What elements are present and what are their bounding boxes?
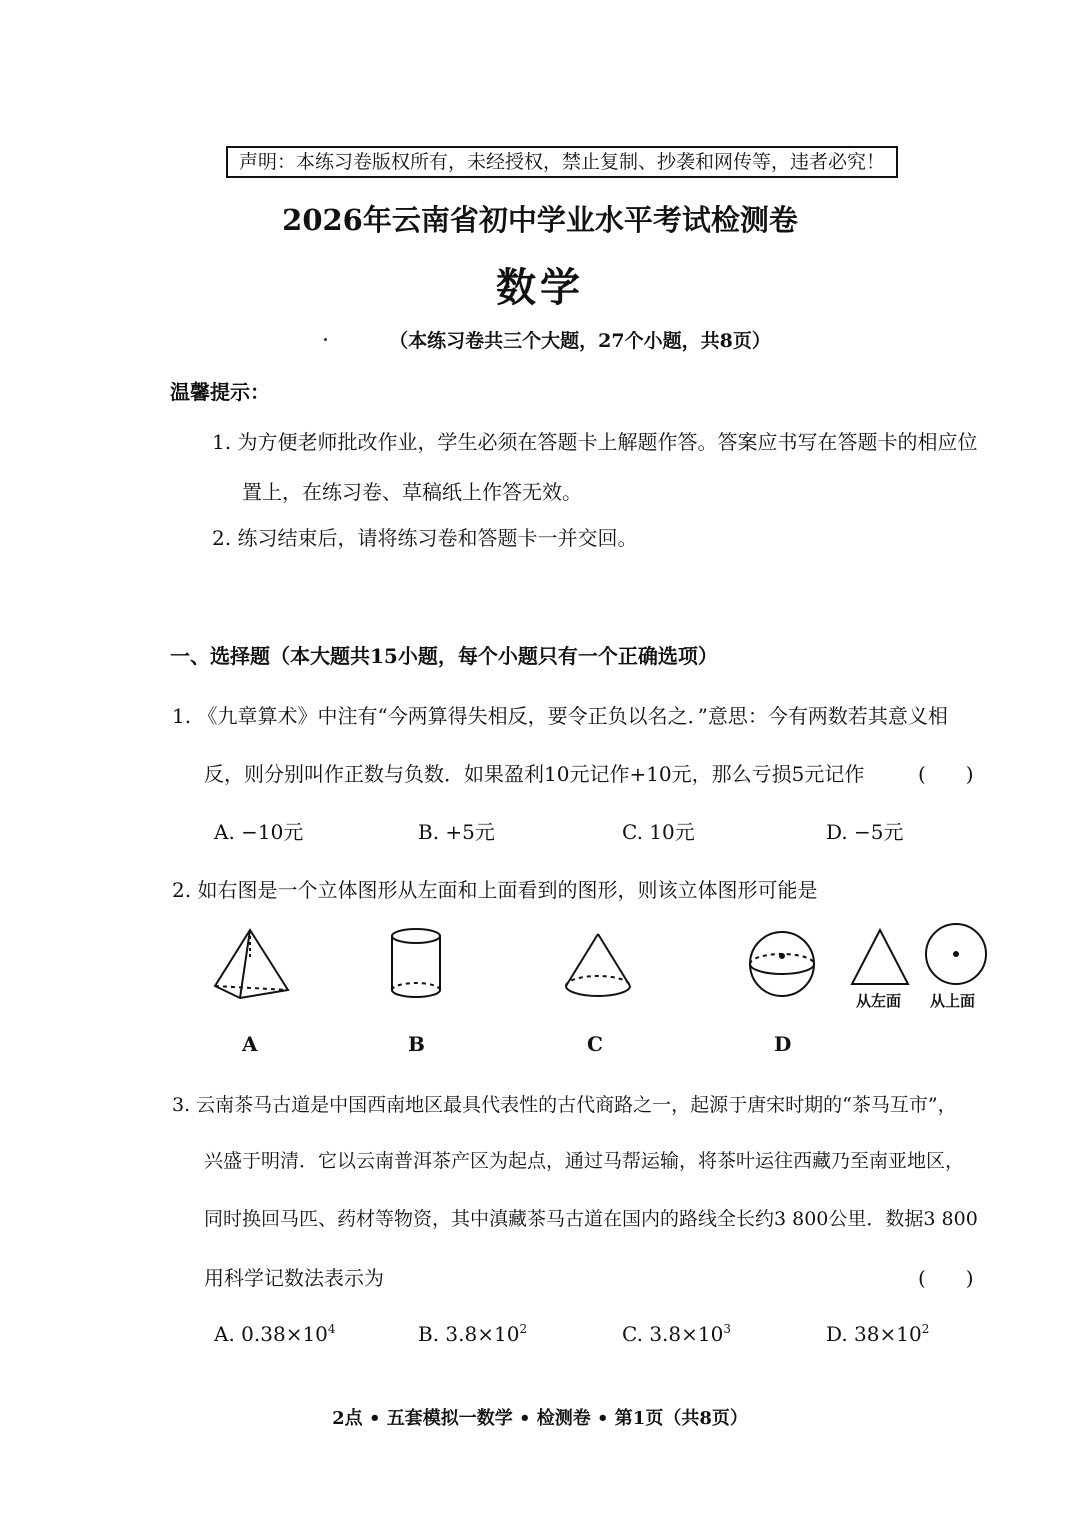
q1-option-c: C. 10元 — [622, 820, 695, 844]
pyramid-figure — [215, 930, 288, 998]
figure-label-c: C — [587, 1032, 603, 1056]
tip-2: 2. 练习结束后，请将练习卷和答题卡一并交回。 — [212, 526, 638, 550]
q3-option-b: B. $3.8\times 10^2$ — [418, 1322, 528, 1346]
figure-label-d: D — [774, 1032, 792, 1056]
q1-line-1: 1. 《九章算术》中注有“今两算得失相反，要令正负以名之．”意思：今有两数若其意义相 — [172, 704, 948, 728]
tip-1-line-1: 1. 为方便老师批改作业，学生必须在答题卡上解题作答。答案应书写在答题卡的相应位 — [212, 430, 978, 454]
q2-line-1: 2. 如右图是一个立体图形从左面和上面看到的图形，则该立体图形可能是 — [172, 878, 818, 902]
q1-line-2: 反，则分别叫作正数与负数．如果盈利10元记作+10元，那么亏损5元记作 — [204, 762, 865, 786]
cylinder-figure — [392, 929, 440, 997]
q3-option-c: C. $3.8\times 10^3$ — [622, 1322, 731, 1346]
figure-label-b: B — [408, 1032, 425, 1056]
subject-title: 数学 — [496, 264, 584, 311]
q1-option-d: D. −5元 — [826, 820, 904, 844]
q1-option-b: B. +5元 — [418, 820, 495, 844]
copyright-notice: 声明：本练习卷版权所有，未经授权，禁止复制、抄袭和网传等，违者必究！ — [226, 146, 898, 178]
q3-option-d: D. $38\times 10^2$ — [826, 1322, 930, 1346]
q1-answer-paren: ( ) — [918, 762, 974, 786]
q3-line-1: 3. 云南茶马古道是中国西南地区最具代表性的古代商路之一，起源于唐宋时期的“茶马互市”， — [172, 1094, 957, 1116]
q3-line-4: 用科学记数法表示为 — [204, 1266, 384, 1290]
view-top-label: 从上面 — [930, 992, 976, 1010]
page-footer: 2点 • 五套模拟一数学 • 检测卷 • 第1页（共8页） — [332, 1408, 748, 1429]
sphere-figure — [750, 932, 814, 996]
exam-title: 2026年云南省初中学业水平考试检测卷 — [282, 203, 798, 237]
q3-line-2: 兴盛于明清．它以云南普洱茶产区为起点，通过马帮运输，将茶叶运往西藏乃至南亚地区， — [204, 1150, 965, 1172]
section-1-heading: 一、选择题（本大题共15小题，每个小题只有一个正确选项） — [170, 644, 718, 668]
q3-line-3: 同时换回马匹、药材等物资，其中滇藏茶马古道在国内的路线全长约3 800公里．数据3 800 — [204, 1208, 978, 1230]
top-view-circle — [926, 924, 986, 984]
view-left-label: 从左面 — [856, 992, 902, 1010]
figure-label-a: A — [242, 1032, 258, 1056]
tips-heading: 温馨提示： — [170, 380, 270, 404]
q3-option-a: A. $0.38\times 10^4$ — [214, 1322, 336, 1346]
q3-answer-paren: ( ) — [918, 1266, 974, 1290]
tip-1-line-2: 置上，在练习卷、草稿纸上作答无效。 — [242, 480, 582, 504]
q1-option-a: A. −10元 — [214, 820, 304, 844]
exam-info: （本练习卷共三个大题，27个小题，共8页） — [389, 330, 771, 352]
left-view-triangle — [852, 930, 908, 984]
cone-figure — [566, 934, 630, 996]
